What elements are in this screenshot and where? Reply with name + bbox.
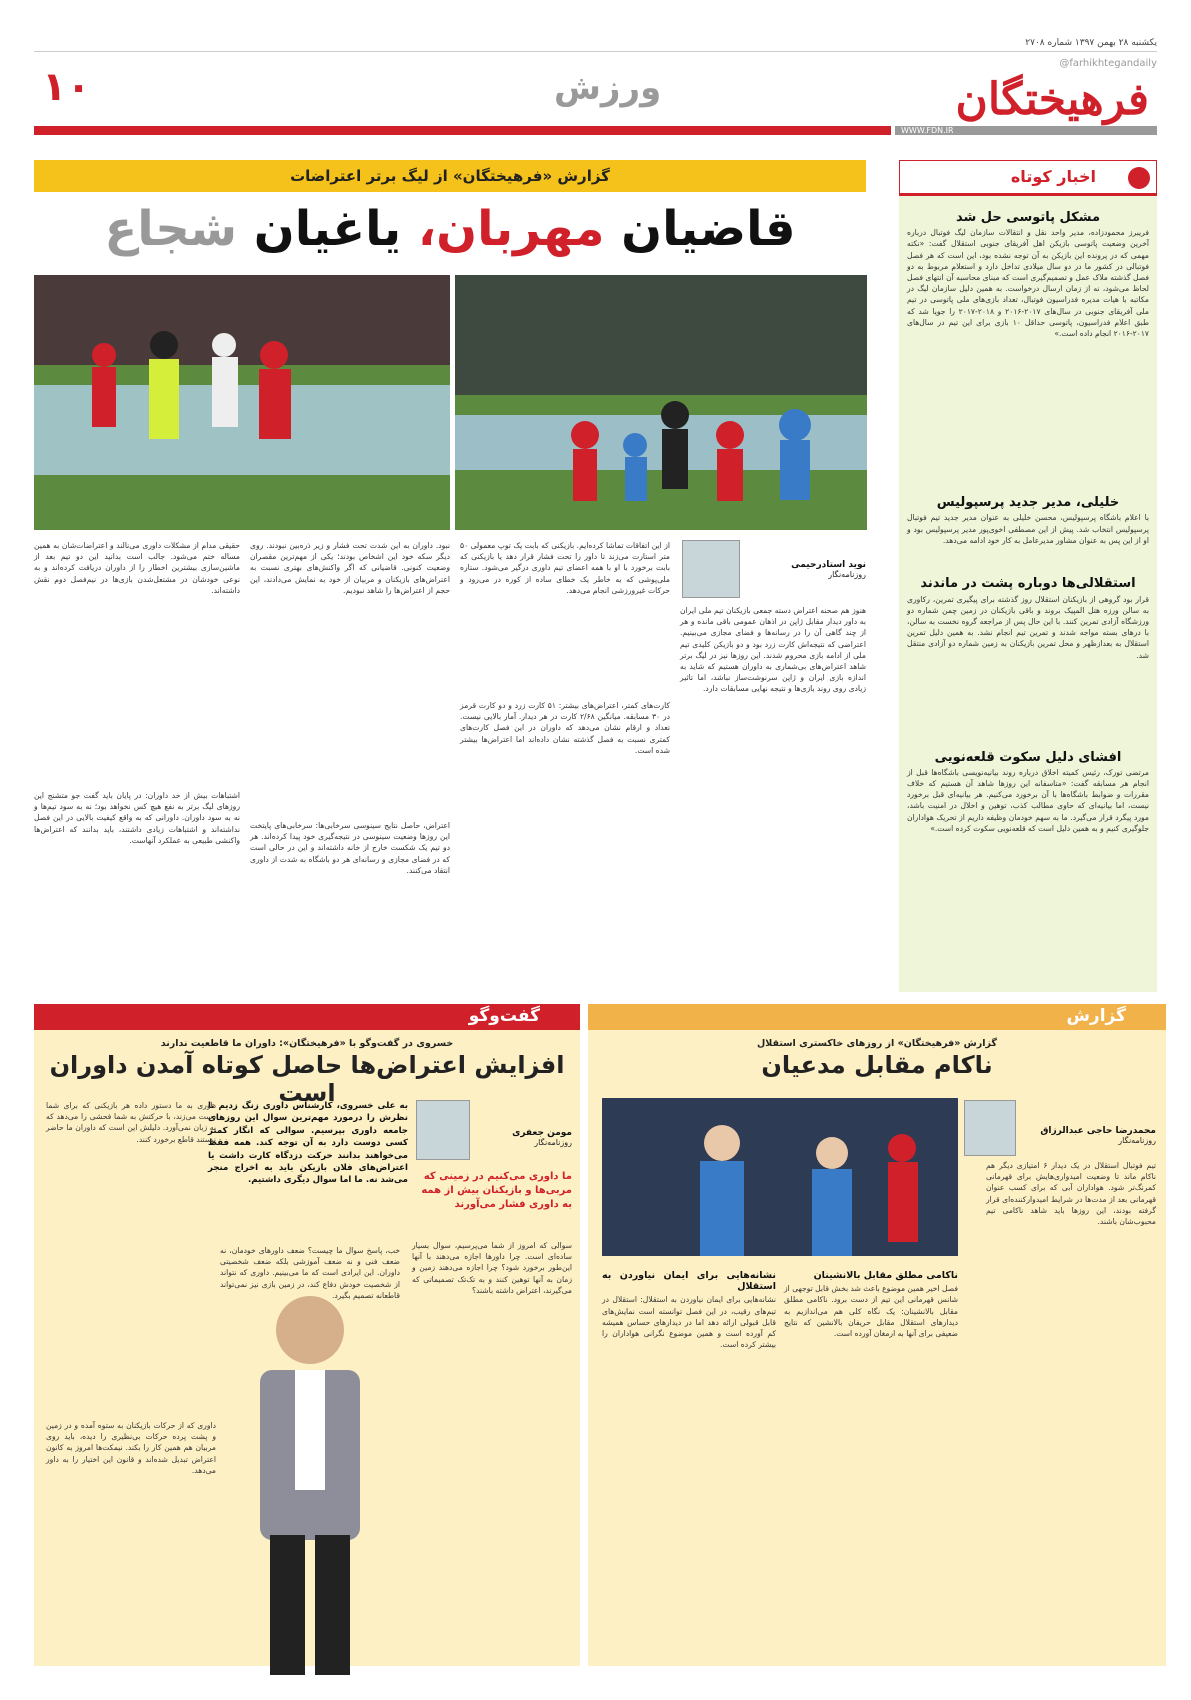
social-handle [927, 58, 1157, 69]
newspaper-logo: فرهیختگان [955, 74, 1149, 125]
report-subhead: نشانه‌هایی برای ایمان نیاوردن به استقلال [602, 1270, 776, 1293]
esteghlal-photo-art [602, 1098, 958, 1256]
match-photo [455, 275, 867, 530]
interview-intro: به علی خسروی، کارشناس داوری زنگ زدیم تا نظرش را درمورد مهم‌ترین سوال این روزهای جامعه داوری بپرسیم. سوالی که انگار کمتر کسی دوست دارد به آن توجه کند. همه فقط می‌خواهند بدانند حرکت دزدگاه کارت داشت یا اعتراض‌های فلان بازیکن باید به اخراج منجر می‌شد نه. ما اما سوال دیگری داشتیم. [208, 1101, 408, 1186]
report-column: تیم فوتبال استقلال در یک دیدار ۶ امتیازی دیگر هم ناکام ماند تا وضعیت امیدواری‌هایش برای قهرمانی کمرنگ‌تر شود. هواداران آبی که برای کسب عنوان قهرمانی بعد از مدت‌ها در شرایط امیدوارکننده‌ای قرار گرفته بودند، این روزها باید شاهد ناکامی تیم محبوب‌شان باشند. [986, 1161, 1156, 1227]
story-headline [34, 196, 866, 264]
interview-headline: افزایش اعتراض‌ها حاصل کوتاه آمدن داوران است [49, 1051, 565, 1107]
interviewer-name: مومن جعفری [512, 1128, 572, 1138]
author-box [680, 540, 866, 600]
interview-column: خب، پاسخ سوال ما چیست؟ ضعف داورهای خودمان، نه ضعف فنی و نه ضعف آموزشی بلکه ضعف شخصیتی داوران. این ایرادی است که ما می‌بینیم. داوری که نتواند از شخصیت خودش دفاع کند، در زمین بازی نیز نمی‌تواند قاطعانه تصمیم بگیرد. [220, 1246, 400, 1300]
interview-column: سوالی که امروز از شما می‌پرسیم، سوال بسیار ساده‌ای است. چرا داورها اجازه می‌دهند با آنها این‌طور برخورد شود؟ چرا اجازه می‌دهند زمین و زمان به آنها توهین کنند و به تک‌تک تصمیماتی که می‌گیرند، اعتراض داشته باشند؟ [412, 1241, 572, 1295]
interview-quote [412, 1170, 572, 1230]
report-kicker: گزارش «فرهیختگان» از روزهای خاکستری استقلال [757, 1038, 997, 1049]
headline-word: مهربان، [417, 201, 605, 257]
header-red-bar [34, 126, 891, 135]
referee-photo [34, 275, 450, 530]
headline-word: یاغیان [253, 201, 402, 257]
interviewer-byline [476, 1128, 572, 1147]
report-column [602, 1266, 776, 1676]
short-news-sidebar [899, 160, 1157, 992]
section-title: ورزش [554, 68, 662, 108]
author-name: نوید استادرحیمی [791, 560, 866, 570]
esteghlal-photo [602, 1098, 958, 1256]
report-author-byline [1021, 1126, 1156, 1145]
social-handle-text: @farhikhtegandaily [1059, 58, 1157, 69]
short-news-body: فریبرز محمودزاده، مدیر واحد نقل و انتقالات سازمان لیگ فوتبال درباره آخرین وضعیت پاتوسی بازیکن اهل آفریقای جنوبی استقلال گفت: «نکته مهمی که در پرونده این بازیکن به آن توجه نشده بود، این است که هر فصل فوتبالی در کشور ما در دو سال میلادی تداخل دارد و استعلام مربوط به دو فصل گذشته ملاک عمل و تصمیم‌گیری است که مبنای محاسبه آن انتهای فصل لحاظ می‌شود، نه از زمان ارسال درخواست. به همین دلیل سازمان لیگ در مکاتبه با هیات مدیره فدراسیون فوتبال، تعداد بازی‌های ملی پاتوسی در تیم ملی آفریقای جنوبی در سال‌های ۲۰۱۷-۲۰۱۶ و ۲۰۱۸-۲۰۱۷ را جویا شد که طبق اعلام فدراسیون، پاتوسی حداقل ۱۰ بازی برای این تیم در سال‌های ۲۰۱۷-۲۰۱۶ انجام داده است.» [907, 228, 1149, 339]
author-avatar [682, 540, 740, 598]
short-news-title: خلیلی، مدیر جدید پرسپولیس [936, 495, 1120, 511]
short-news-title: مشکل پاتوسی حل شد [955, 210, 1100, 225]
interview-box [34, 1004, 580, 1666]
interview-column: داوری به ما دستور داده هر بازیکنی که برای شما دست می‌زند، با حرکتش به شما فحشی را می‌دهد که به زبان نمی‌آورد. دلیلش این است که داوران ما حاضر نیستند قاطع برخورد کنند. [46, 1101, 216, 1144]
sidebar-header [899, 160, 1157, 196]
khosravi-photo [220, 1280, 400, 1680]
article-column: از این اتفاقات تماشا کرده‌ایم. بازیکنی که بابت یک توپ معمولی ۵۰ متر استارت می‌زند تا داور را تحت فشار قرار دهد یا بازیکنی که بابت برخورد با او با همه اعضای تیم داوری درگیر می‌شود. ستاره ملی‌پوشی که به خاطر یک خطای ساده از کوره در می‌رود و حرکات غیرورزشی انجام می‌دهد. [460, 541, 670, 595]
top-meta-line [34, 38, 1157, 52]
interview-tag: گفت‌وگو [468, 1006, 540, 1026]
report-paragraph: نشانه‌هایی برای ایمان نیاوردن به استقلال: استقلال در تیم‌های رقیب، در این فصل توانسته است نمایش‌های قابل قبولی ارائه دهد اما در دیدارهای حساس همیشه کم آورده است و همین موضوع نگرانی هواداران را بیشتر کرده است. [602, 1295, 776, 1350]
author-role: روزنامه‌نگار [828, 570, 866, 579]
sidebar-body [907, 204, 1149, 986]
match-photo-art [455, 275, 867, 530]
report-column [784, 1266, 958, 1676]
interview-column: داوری که از حرکات بازیکنان به ستوه آمده و در زمین و پشت پرده حرکات بی‌نظیری را دیده، باید روی مربیان هم همین کار را بکند. نیمکت‌ها امروز به کانون اعتراض تبدیل شده‌اند و قانون این اختیار را به داور می‌دهد. [46, 1421, 216, 1475]
article-column: حقیقی مدام از مشکلات داوری می‌نالند و اعتراضات‌شان به همین مساله ختم می‌شود. جالب است بدانید این دو تیم بعد از ماشین‌سازی بیشترین اخطار را از داوران دریافت کرده‌اند و به نوعی خودشان در مشتعل‌شدن بازی‌ها در نیم‌فصل دوم نقش داشته‌اند. [34, 541, 240, 595]
headline-word: شجاع [104, 201, 238, 257]
page-number: ۱۰ [42, 64, 91, 110]
report-author-name: محمدرضا حاجی عبدالرزاق [1040, 1126, 1156, 1136]
report-tag: گزارش [1066, 1006, 1126, 1026]
short-news-body: قرار بود گروهی از بازیکنان استقلال روز گذشته برای پیگیری تمرین، رکاوری به سالن ورزه هتل المپیک بروند و باقی بازیکنان در زمین چمن شماره دو ورزشگاه آزادی تمرین کنند. با این حال پس از مراجعه گروه نخست به سالن، با درهای بسته مواجه شدند و تمرین تیم انجام نشد. به همین دلیل تمرین استقلال به بعدازظهر و محل تمرین بازیکنان به زمین شماره دو آزادی منتقل شد. [907, 594, 1149, 660]
news-bullet-icon [1128, 167, 1150, 189]
website-url: WWW.FDN.IR [901, 126, 954, 135]
story-kicker: گزارش «فرهیختگان» از لیگ برتر اعتراضات [34, 160, 866, 192]
article-column: نبود. داوران به این شدت تحت فشار و زیر ذره‌بین نبودند. روی دیگر سکه خود این اشخاص بودند؛ یکی از مهم‌ترین مقصران وضعیت کنونی. قاضیانی که اگر واکنش‌های بهتری نسبت به اعتراض‌های بازیکنان و مربیان از خود به نمایش می‌دادند، این حجم از اعتراض‌ها را شاهد نبودیم. [250, 541, 450, 595]
report-author-role: روزنامه‌نگار [1118, 1136, 1156, 1145]
report-subhead: ناکامی مطلق مقابل بالانشینان [813, 1270, 958, 1281]
report-box [588, 1004, 1166, 1666]
article-column: کارت‌های کمتر، اعتراض‌های بیشتر: ۵۱ کارت زرد و دو کارت قرمز در ۳۰ مسابقه. میانگین ۲/۶۸ کارت در هر دیدار. آمار بالایی نیست. تعداد و ارقام نشان می‌دهد که داوران در این فصل کارت‌های کمتری نسبت به فصل گذشته نشان داده‌اند اما اعتراض‌ها بیشتر شده است. [460, 701, 670, 755]
issue-date: یکشنبه ۲۸ بهمن ۱۳۹۷ شماره ۲۷۰۸ [1025, 38, 1157, 48]
article-column: اشتباهات بیش از حد داوران: در پایان باید گفت جو متشنج این روزهای لیگ برتر به نفع هیچ کس نخواهد بود؛ نه به سود تیم‌ها و نه به سود داوران. داورانی که به واقع کیفیت بالایی در این فصل نداشته‌اند و اشتباهات زیادی داشتند، باید بدانند که اعتراض‌ها واکنشی طبیعی به عملکرد آنهاست. [34, 791, 240, 845]
interviewer-avatar [416, 1100, 470, 1160]
headline-word: قاضیان [621, 201, 796, 257]
short-news-body: مرتضی تورک، رئیس کمیته اخلاق درباره روند بیانیه‌نویسی باشگاه‌ها قبل از انجام هر مسابقه گفت: «متاسفانه این روزها شاهد آن هستیم که خلاف مقررات و ضوابط باشگاه‌ها با آن برخورد می‌کنیم. هر بیانیه‌ای قبل برخورد نیست، اما بیانیه‌ای که حاوی مطالب کذب، توهین و اخلال در امنیت باشد، مورد پیگرد قرار می‌گیرد. ما به سهم خودمان وظیفه داریم از تحریک هواداران جلوگیری کنیم و به همین دلیل است که قلعه‌نویی سکوت کرده است.» [907, 767, 1149, 833]
author-byline [746, 560, 866, 579]
article-column: اعتراض، حاصل نتایج سینوسی سرخابی‌ها: سرخابی‌های پایتخت این روزها وضعیت سینوسی در نتیجه‌گیری خود پیدا کرده‌اند. هر دو تیم یک شکست خارج از خانه داشته‌اند و این در حالی است که در فضای مجازی و رسانه‌ای هر دو باشگاه به شدت از داوری انتقاد می‌کنند. [250, 821, 450, 875]
short-news-body: با اعلام باشگاه پرسپولیس، محسن خلیلی به عنوان مدیر جدید تیم فوتبال پرسپولیس انتخاب شد. پیش از این مصطفی اخوی‌پور مدیر پرسپولیس بود و او از این پس به عنوان مشاور مدیرعامل به کار خود ادامه می‌دهد. [907, 513, 1149, 545]
short-news-title: افشای دلیل سکوت قلعه‌نویی [934, 749, 1122, 765]
website-bar [895, 126, 1157, 135]
article-column: هنوز هم صحنه اعتراض دسته جمعی بازیکنان تیم ملی ایران به داور دیدار مقابل ژاپن در اذهان عمومی باقی مانده و هر از چند گاهی آن را در رسانه‌ها و فضای مجازی می‌بینیم. اعتراضی که نتیجه‌اش کارت زرد بود و دو بازیکن کلیدی تیم ملی از ادامه بازی محروم شدند. این روزها نیز در لیگ برتر شاهد اعتراض‌های بی‌شماری به داوران هستیم که شاید به اندازه بازی ایران و ژاپن سرنوشت‌ساز نباشد، اما تاثیر زیادی روی روند بازی‌ها و نتیجه نهایی مسابقات دارد. [680, 606, 866, 694]
report-author-avatar [964, 1100, 1016, 1156]
interview-kicker: خسروی در گفت‌وگو با «فرهیختگان»: داوران ما قاطعیت ندارند [160, 1038, 454, 1049]
interview-quote-text: ما داوری می‌کنیم در زمینی که مربی‌ها و بازیکنان بیش از همه به داوری فشار می‌آورند [421, 1171, 572, 1210]
khosravi-photo-art [220, 1280, 400, 1680]
masthead [34, 60, 1157, 126]
referee-photo-art [34, 275, 450, 530]
short-news-title: استقلالی‌ها دوباره پشت در ماندند [920, 576, 1136, 592]
sidebar-title: اخبار کوتاه [1010, 167, 1096, 186]
report-headline: ناکام مقابل مدعیان [761, 1051, 993, 1079]
interviewer-role: روزنامه‌نگار [534, 1138, 572, 1147]
report-paragraph: فصل اخیر همین موضوع باعث شد بخش قابل توجهی از شانس قهرمانی این تیم از دست برود. ناکامی مطلق مقابل بالانشینان: یک نگاه کلی هم می‌اندازیم به دیدارهای استقلال مقابل حریفان بالانشین که نتایج ضعیفی برای آنها به ارمغان آورده است. [784, 1284, 958, 1339]
